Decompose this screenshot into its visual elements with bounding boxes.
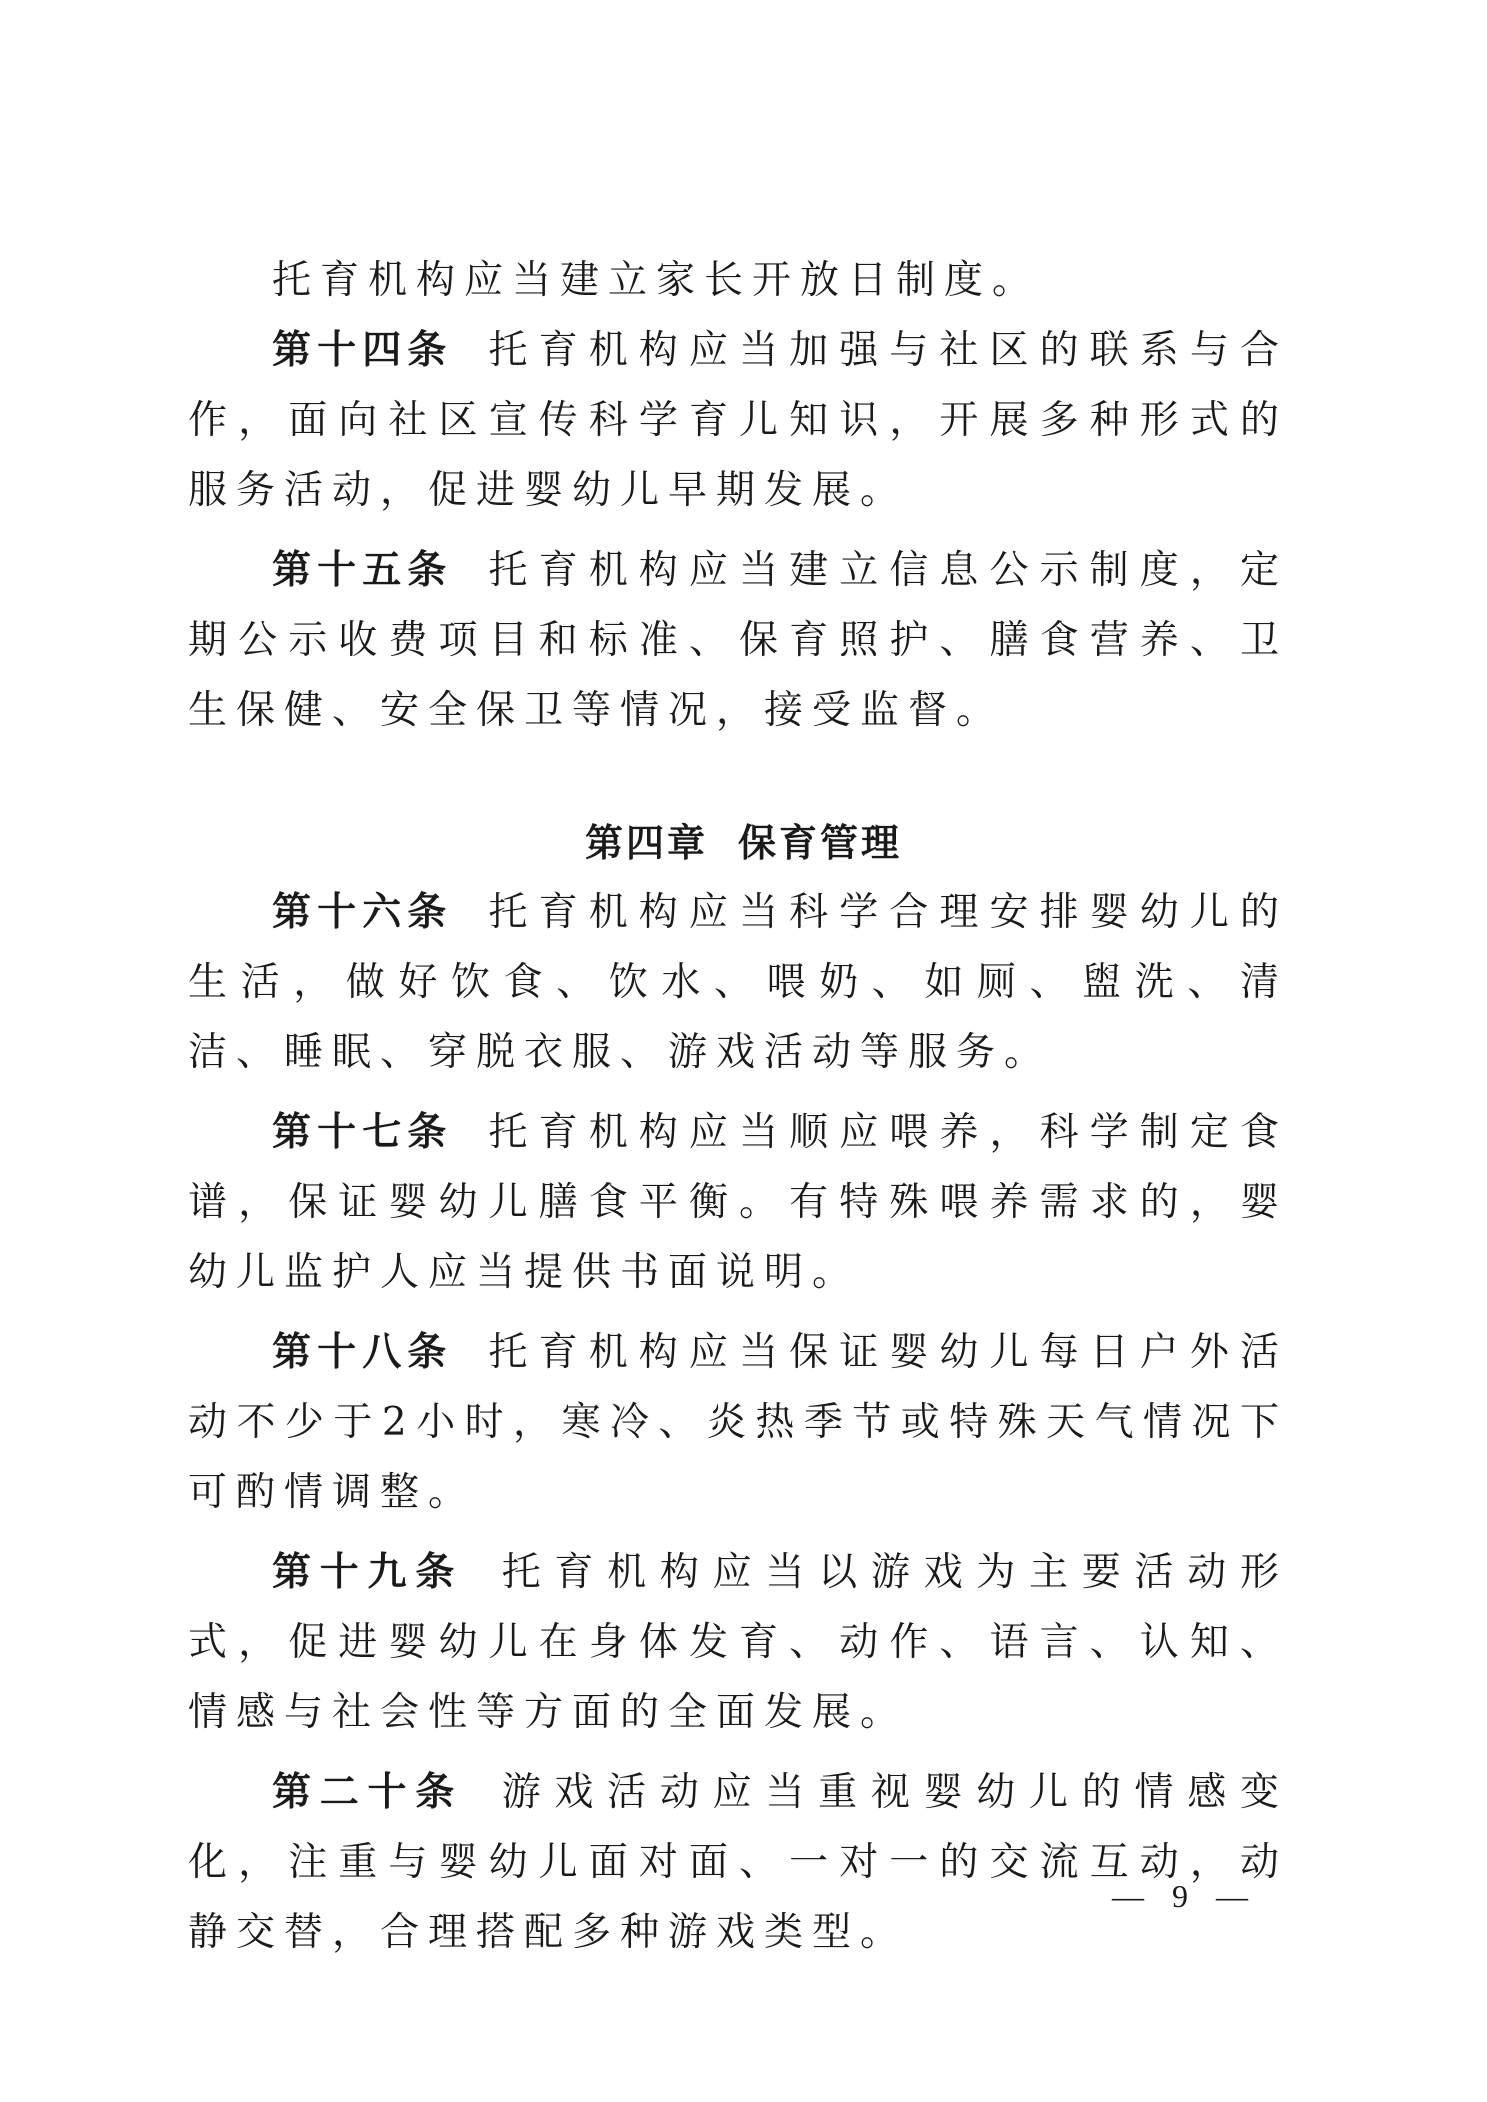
article-text: 托育机构应当建立信息公示制度，定期公示收费项目和标准、保育照护、膳食营养、卫生保健、安全保卫等情况，接受监督。: [188, 548, 1288, 733]
article-text: 托育机构应当以游戏为主要活动形式，促进婴幼儿在身体发育、动作、语言、认知、情感与社会性等方面的全面发展。: [188, 1550, 1288, 1735]
article-text: 托育机构应当顺应喂养，科学制定食谱，保证婴幼儿膳食平衡。有特殊喂养需求的，婴幼儿监护人应当提供书面说明。: [188, 1110, 1288, 1295]
article-label: 第十八条: [272, 1330, 453, 1375]
articles-after-chapter: [188, 878, 1288, 1968]
article-label: 第二十条: [272, 1770, 463, 1815]
article-18: [188, 1318, 1288, 1528]
article-19: [188, 1538, 1288, 1748]
article-label: 第十七条: [272, 1110, 453, 1155]
articles-before-chapter: [188, 316, 1288, 746]
article-label: 第十四条: [272, 328, 453, 373]
article-label: 第十九条: [272, 1550, 463, 1595]
article-17: [188, 1098, 1288, 1308]
chapter-number: 第四章: [584, 821, 708, 865]
chapter-title: 保育管理: [738, 821, 903, 865]
page-number: — 9 —: [1112, 1878, 1258, 1914]
chapter-heading: [0, 808, 1487, 878]
article-15: [188, 536, 1288, 746]
article-16: [188, 878, 1288, 1088]
article-14: [188, 316, 1288, 526]
article-text: 托育机构应当加强与社区的联系与合作，面向社区宣传科学育儿知识，开展多种形式的服务活动，促进婴幼儿早期发展。: [188, 328, 1288, 513]
article-text: 游戏活动应当重视婴幼儿的情感变化，注重与婴幼儿面对面、一对一的交流互动，动静交替，合理搭配多种游戏类型。: [188, 1770, 1288, 1955]
intro-line: 托育机构应当建立家长开放日制度。: [272, 258, 1041, 303]
article-text: 托育机构应当科学合理安排婴幼儿的生活，做好饮食、饮水、喂奶、如厕、盥洗、清洁、睡眠、穿脱衣服、游戏活动等服务。: [188, 890, 1288, 1075]
article-20: [188, 1758, 1288, 1968]
article-label: 第十六条: [272, 890, 453, 935]
article-label: 第十五条: [272, 548, 453, 593]
article-text: 托育机构应当保证婴幼儿每日户外活动不少于2小时，寒冷、炎热季节或特殊天气情况下可酌情调整。: [188, 1330, 1288, 1515]
